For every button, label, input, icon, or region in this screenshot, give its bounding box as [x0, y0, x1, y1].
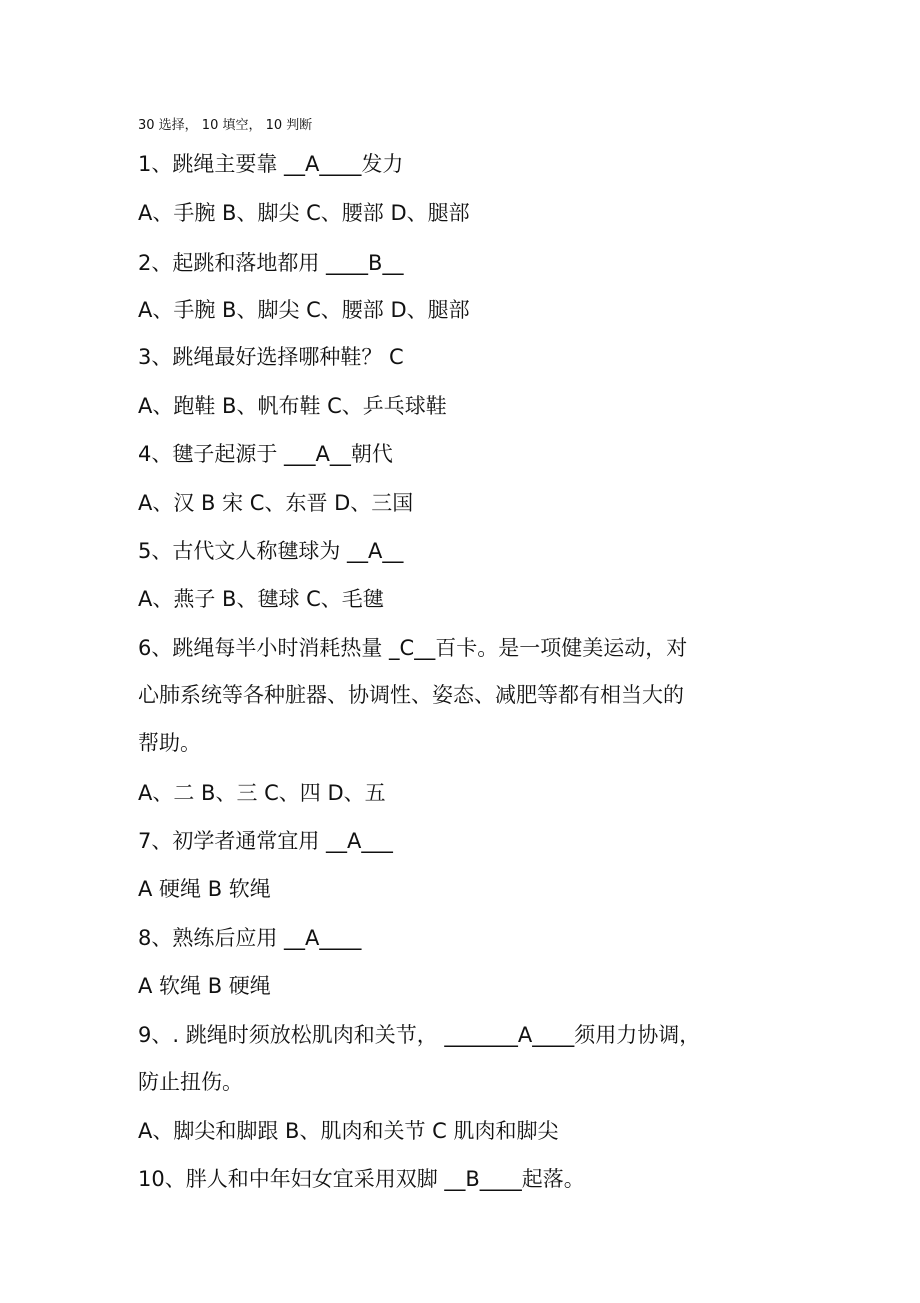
options-4: A、汉 B 宋 C、东晋 D、三国	[138, 491, 414, 515]
options-7: A 硬绳 B 软绳	[138, 877, 271, 901]
question-3: 3、跳绳最好选择哪种鞋？ C	[138, 345, 404, 369]
options-1: A、手腕 B、脚尖 C、腰部 D、腿部	[138, 201, 470, 225]
question-6-line-3: 帮助。	[138, 731, 201, 755]
question-5: 5、古代文人称毽球为 __A__	[138, 539, 404, 563]
question-2: 2、起跳和落地都用 ____B__	[138, 251, 404, 275]
options-8: A 软绳 B 硬绳	[138, 974, 271, 998]
question-4: 4、毽子起源于 ___A__朝代	[138, 442, 393, 466]
question-10: 10、胖人和中年妇女宜采用双脚 __B____起落。	[138, 1167, 585, 1191]
options-9: A、脚尖和脚跟 B、肌肉和关节 C 肌肉和脚尖	[138, 1119, 559, 1143]
question-7: 7、初学者通常宜用 __A___	[138, 829, 393, 853]
options-6: A、二 B、三 C、四 D、五	[138, 781, 386, 805]
question-9-line-2: 防止扭伤。	[138, 1070, 243, 1094]
question-8: 8、熟练后应用 __A____	[138, 926, 362, 950]
options-2: A、手腕 B、脚尖 C、腰部 D、腿部	[138, 298, 470, 322]
question-9-line-1: 9、. 跳绳时须放松肌肉和关节， _______A____须用力协调，	[138, 1023, 701, 1047]
question-6-line-1: 6、跳绳每半小时消耗热量 _C__百卡。是一项健美运动，对	[138, 636, 688, 660]
section-header: 30 选择， 10 填空， 10 判断	[138, 118, 313, 133]
question-6-line-2: 心肺系统等各种脏器、协调性、姿态、减肥等都有相当大的	[138, 683, 684, 707]
question-1: 1、跳绳主要靠 __A____发力	[138, 152, 404, 176]
options-5: A、燕子 B、毽球 C、毛毽	[138, 587, 384, 611]
options-3: A、跑鞋 B、帆布鞋 C、乒乓球鞋	[138, 394, 447, 418]
